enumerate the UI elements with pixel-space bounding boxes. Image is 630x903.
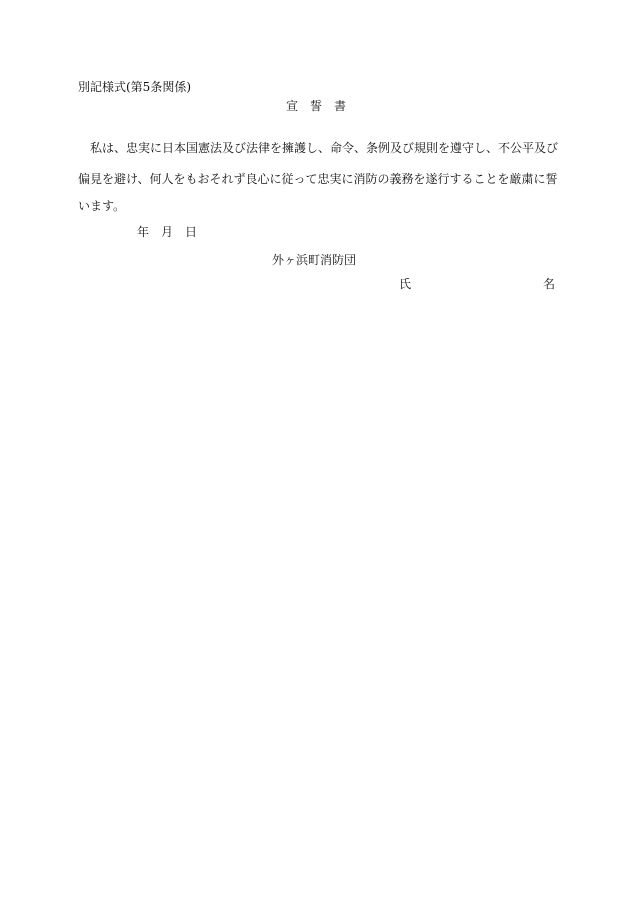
signature-name-line: 氏 名 xyxy=(399,277,556,291)
document-title: 宣 誓 書 xyxy=(286,99,347,113)
oath-text-line-1: 私は、忠実に日本国憲法及び法律を擁護し、命令、条例及び規則を遵守し、不公平及び xyxy=(78,141,559,155)
form-label: 別記様式(第5条関係) xyxy=(78,80,191,94)
date-line: 年 月 日 xyxy=(137,225,198,239)
oath-text-line-3: います。 xyxy=(78,199,126,213)
oath-text-line-2: 偏見を避け、何人をもおそれず良心に従って忠実に消防の義務を遂行することを厳粛に誓 xyxy=(78,172,558,186)
organization-name: 外ヶ浜町消防団 xyxy=(272,253,357,267)
